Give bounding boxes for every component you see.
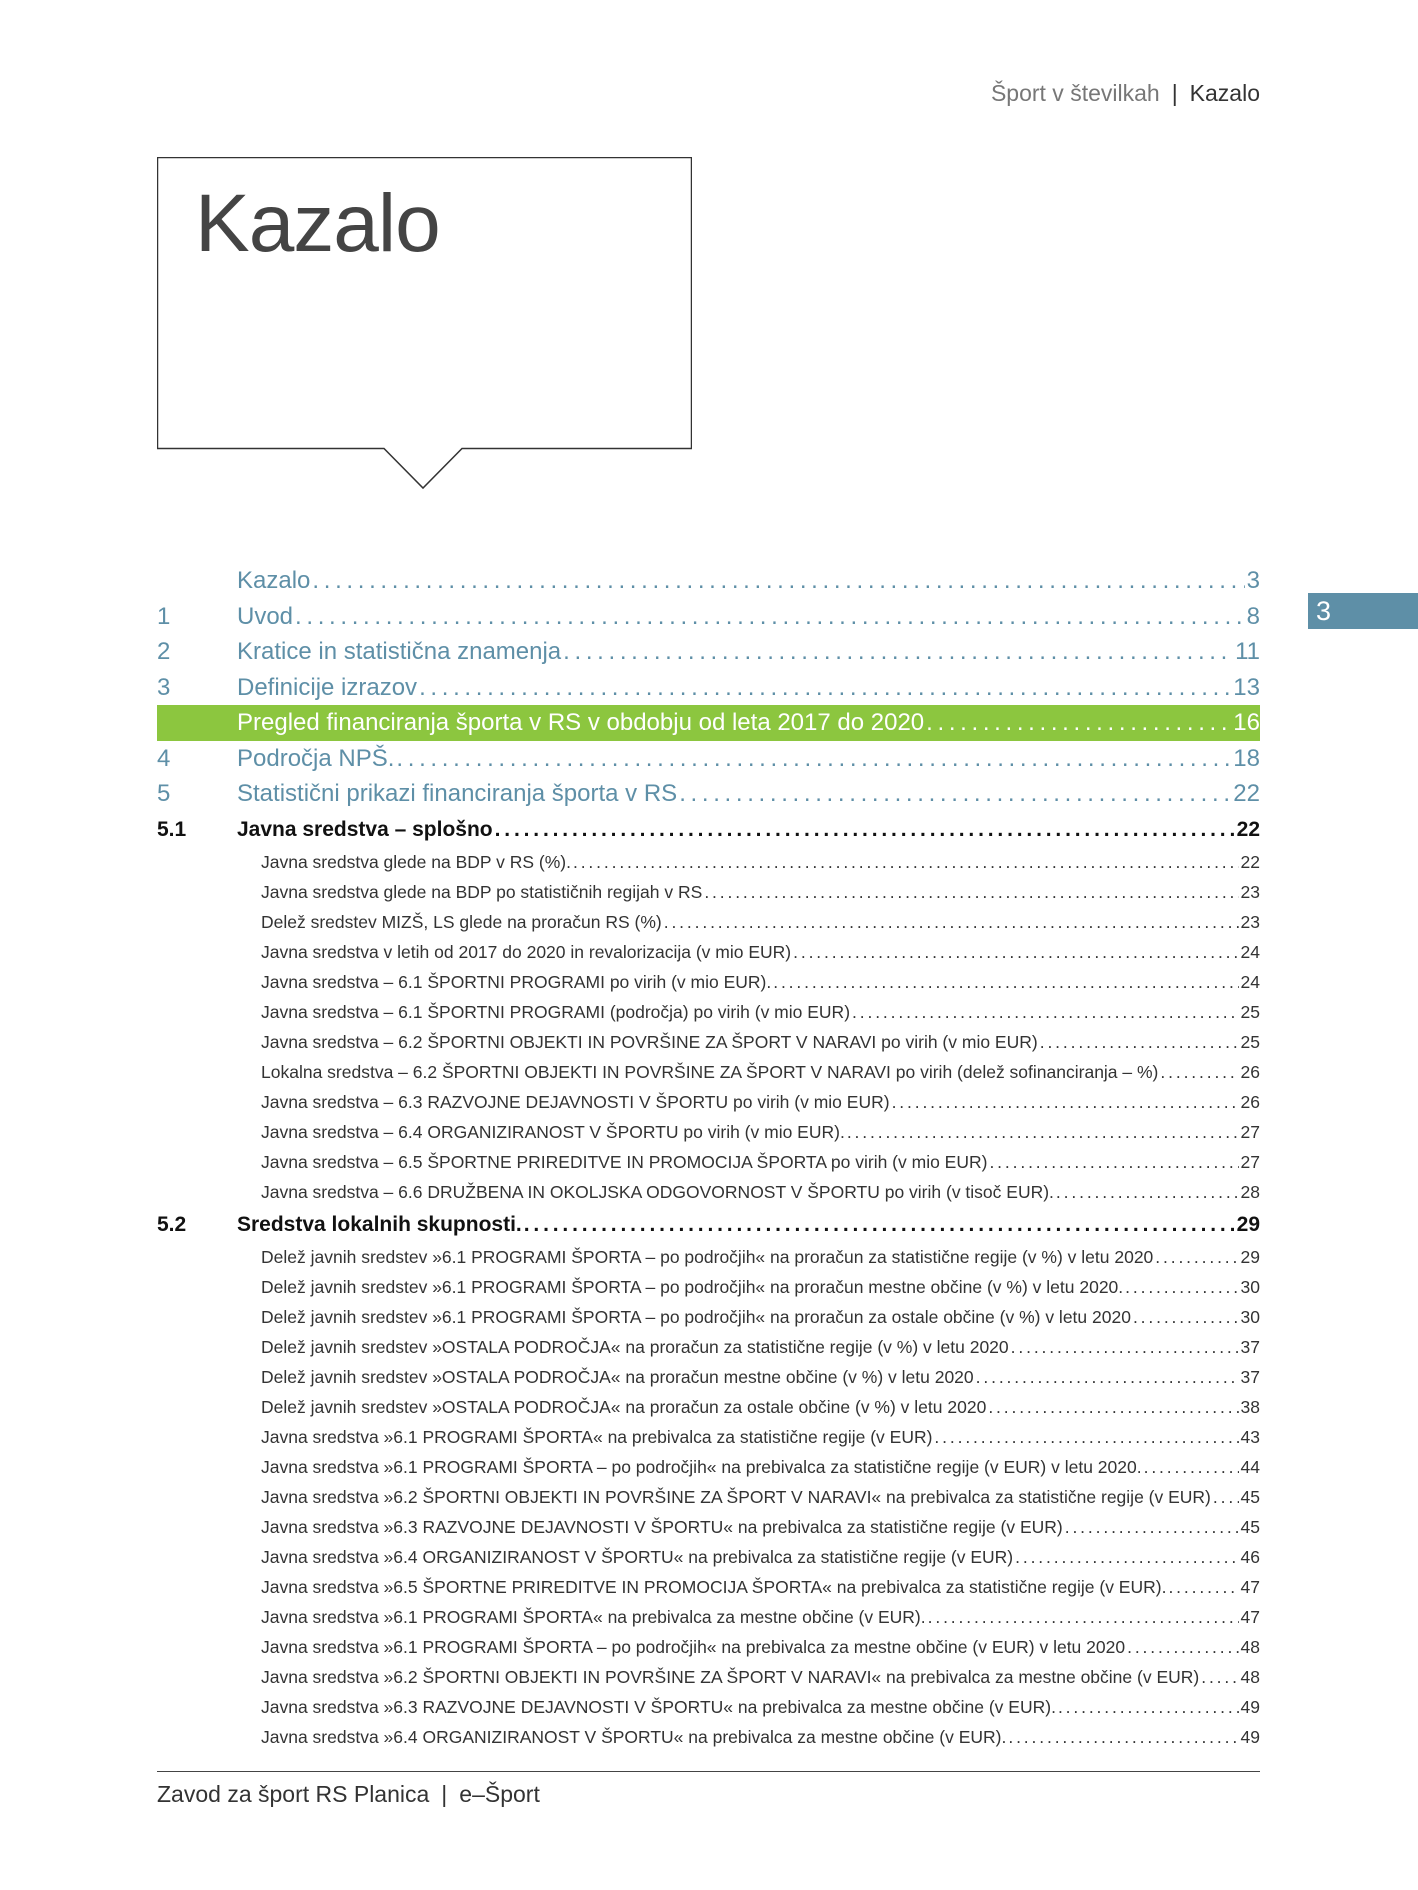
toc-entry-page: 29 (1236, 1212, 1260, 1236)
toc-entry-number: 2 (157, 638, 171, 665)
toc-entry-label: Statistični prikazi financiranja športa v RS (237, 780, 678, 807)
toc-entry-label: Javna sredstva »6.1 PROGRAMI ŠPORTA – po področjih« na prebivalca za mestne občine (v EUR) v letu 2020 (261, 1636, 1126, 1657)
dot-leader (1008, 1722, 1238, 1752)
toc-entry-page: 23 (1240, 911, 1260, 932)
toc-entry-number: 5.2 (157, 1212, 187, 1236)
dot-leader (295, 599, 1245, 635)
dot-leader (524, 1207, 1235, 1242)
toc-entry-label: Javna sredstva – 6.1 ŠPORTNI PROGRAMI (področja) po virih (v mio EUR) (261, 1001, 851, 1022)
dot-leader (495, 812, 1235, 847)
dot-leader (1125, 1272, 1238, 1302)
toc-subentry[interactable] (157, 1572, 1260, 1602)
toc-entry-number: 1 (157, 602, 171, 630)
footer-rule (157, 1771, 1260, 1772)
toc-entry-label: Delež sredstev MIZŠ, LS glede na proračun RS (%) (261, 911, 662, 932)
dot-leader (1201, 1662, 1238, 1692)
toc-subentry[interactable] (157, 1242, 1260, 1272)
section-title: Kazalo (1189, 80, 1260, 106)
dot-leader (573, 847, 1239, 877)
toc-entry-page: 37 (1240, 1336, 1260, 1357)
toc-entry-page: 45 (1240, 1486, 1260, 1507)
toc-entry-page: 26 (1240, 1091, 1260, 1112)
dot-leader (773, 967, 1238, 997)
toc-subentry[interactable] (157, 997, 1260, 1027)
dot-leader (1144, 1452, 1239, 1482)
dot-leader (1133, 1302, 1239, 1332)
dot-leader (1058, 1692, 1239, 1722)
toc-subentry[interactable] (157, 1302, 1260, 1332)
toc-subentry[interactable] (157, 1177, 1260, 1207)
dot-leader (1168, 1572, 1238, 1602)
toc-entry-page: 48 (1240, 1636, 1260, 1657)
toc-subentry[interactable] (157, 1057, 1260, 1087)
toc-subentry[interactable] (157, 1542, 1260, 1572)
toc-entry-label: Uvod (237, 602, 294, 630)
toc-entry-label: Javna sredstva »6.1 PROGRAMI ŠPORTA – po področjih« na prebivalca za statistične regije (v EUR) v letu 2020. (261, 1456, 1142, 1477)
running-header (991, 80, 1260, 107)
toc-chapter-entry[interactable] (157, 563, 1260, 599)
toc-subentry[interactable] (157, 907, 1260, 937)
footer-separator: | (441, 1781, 448, 1807)
toc-entry-label: Delež javnih sredstev »OSTALA PODROČJA« na proračun za statistične regije (v %) v letu 2020 (261, 1336, 1009, 1357)
toc-entry-label: Javna sredstva – 6.3 RAZVOJNE DEJAVNOSTI V ŠPORTU po virih (v mio EUR) (261, 1091, 890, 1112)
toc-entry-label: Delež javnih sredstev »6.1 PROGRAMI ŠPORTA – po področjih« na proračun za ostale občine (v %) v letu 2020 (261, 1306, 1131, 1327)
toc-entry-label: Javna sredstva »6.3 RAZVOJNE DEJAVNOSTI V ŠPORTU« na prebivalca za mestne občine (v EUR). (261, 1696, 1056, 1717)
toc-subentry[interactable] (157, 937, 1260, 967)
toc-entry-label: Področja NPŠ. (237, 744, 395, 772)
toc-entry-page: 46 (1240, 1546, 1260, 1567)
toc-entry-page: 29 (1240, 1246, 1260, 1267)
toc-entry-label: Definicije izrazov (237, 673, 418, 701)
toc-entry-page: 25 (1240, 1031, 1260, 1052)
toc-entry-page: 48 (1240, 1666, 1260, 1687)
toc-entry-label: Javna sredstva – 6.1 ŠPORTNI PROGRAMI po virih (v mio EUR). (261, 971, 772, 992)
toc-entry-page: 24 (1240, 971, 1260, 992)
dot-leader (892, 1087, 1239, 1117)
dot-leader (1213, 1482, 1239, 1512)
dot-leader (312, 563, 1244, 599)
table-of-contents (157, 563, 1260, 1752)
toc-subentry[interactable] (157, 1722, 1260, 1752)
toc-entry-label: Sredstva lokalnih skupnosti. (237, 1212, 522, 1236)
dot-leader (704, 877, 1238, 907)
toc-entry-label: Javna sredstva »6.2 ŠPORTNI OBJEKTI IN POVRŠINE ZA ŠPORT V NARAVI« na prebivalca za mestne občine (v EUR) (261, 1666, 1200, 1687)
toc-entry-page: 27 (1240, 1151, 1260, 1172)
toc-entry-number: 4 (157, 744, 171, 772)
toc-subentry[interactable] (157, 1422, 1260, 1452)
toc-entry-page: 27 (1240, 1121, 1260, 1142)
dot-leader (926, 705, 1231, 741)
toc-subentry[interactable] (157, 1632, 1260, 1662)
dot-leader (679, 776, 1231, 812)
toc-entry-label: Javna sredstva »6.4 ORGANIZIRANOST V ŠPORTU« na prebivalca za mestne občine (v EUR). (261, 1726, 1007, 1747)
toc-chapter-entry[interactable] (157, 776, 1260, 812)
dot-leader (396, 741, 1231, 777)
toc-entry-label: Javna sredstva »6.1 PROGRAMI ŠPORTA« na prebivalca za mestne občine (v EUR). (261, 1606, 926, 1627)
toc-entry-label: Delež javnih sredstev »OSTALA PODROČJA« na proračun za ostale občine (v %) v letu 2020 (261, 1396, 987, 1417)
dot-leader (989, 1147, 1238, 1177)
toc-chapter-entry[interactable] (157, 599, 1260, 635)
dot-leader (1160, 1057, 1238, 1087)
toc-subentry[interactable] (157, 1482, 1260, 1512)
toc-entry-label: Javna sredstva »6.2 ŠPORTNI OBJEKTI IN POVRŠINE ZA ŠPORT V NARAVI« na prebivalca za statistične regije (v EUR) (261, 1486, 1211, 1507)
toc-entry-page: 22 (1233, 780, 1260, 807)
dot-leader (1065, 1512, 1239, 1542)
dot-leader (852, 997, 1239, 1027)
toc-entry-page: 25 (1240, 1001, 1260, 1022)
toc-subentry[interactable] (157, 1602, 1260, 1632)
toc-subentry[interactable] (157, 1512, 1260, 1542)
title-callout-box (157, 157, 692, 447)
dot-leader (1127, 1632, 1238, 1662)
toc-section-5-1 (157, 812, 1260, 1207)
toc-entry-page: 47 (1240, 1576, 1260, 1597)
toc-entry-page: 49 (1240, 1696, 1260, 1717)
toc-entry-label: Javna sredstva – 6.6 DRUŽBENA IN OKOLJSKA ODGOVORNOST V ŠPORTU po virih (v tisoč EUR). (261, 1181, 1054, 1202)
toc-section-heading[interactable] (157, 1207, 1260, 1242)
toc-entry-page: 38 (1240, 1396, 1260, 1417)
toc-subentry[interactable] (157, 1392, 1260, 1422)
toc-entry-label: Kratice in statistična znamenja (237, 638, 562, 665)
toc-chapter-entry[interactable] (157, 705, 1260, 741)
toc-entry-page: 26 (1240, 1061, 1260, 1082)
toc-entry-label: Delež javnih sredstev »6.1 PROGRAMI ŠPORTA – po področjih« na proračun mestne občine (v %) v letu 2020. (261, 1276, 1124, 1297)
toc-entry-page: 37 (1240, 1366, 1260, 1387)
toc-entry-label: Javna sredstva »6.1 PROGRAMI ŠPORTA« na prebivalca za statistične regije (v EUR) (261, 1426, 933, 1447)
dot-leader (793, 937, 1238, 967)
dot-leader (1056, 1177, 1239, 1207)
publication-title: Šport v številkah (990, 80, 1160, 106)
toc-entry-page: 13 (1233, 673, 1260, 701)
toc-subentry[interactable] (157, 1662, 1260, 1692)
toc-chapter-entry[interactable] (157, 634, 1260, 670)
toc-entry-page: 44 (1240, 1456, 1260, 1477)
toc-entry-page: 8 (1246, 602, 1260, 630)
footer-product: e–Šport (459, 1781, 540, 1807)
toc-subentry[interactable] (157, 877, 1260, 907)
toc-subentry[interactable] (157, 1272, 1260, 1302)
toc-entry-page: 47 (1240, 1606, 1260, 1627)
toc-entry-label: Delež javnih sredstev »6.1 PROGRAMI ŠPORTA – po področjih« na proračun za statistične regije (v %) v letu 2020 (261, 1246, 1154, 1267)
toc-entry-page: 43 (1240, 1426, 1260, 1447)
toc-entry-number: 5.1 (157, 817, 187, 841)
toc-entry-label: Javna sredstva v letih od 2017 do 2020 in revalorizacija (v mio EUR) (261, 941, 792, 962)
dot-leader (664, 907, 1239, 937)
toc-subentry[interactable] (157, 1027, 1260, 1057)
toc-entry-label: Javna sredstva »6.5 ŠPORTNE PRIREDITVE IN PROMOCIJA ŠPORTA« na prebivalca za statistične regije (v EUR). (261, 1576, 1167, 1597)
toc-subentry[interactable] (157, 1452, 1260, 1482)
toc-chapter-entry[interactable] (157, 741, 1260, 777)
toc-entry-page: 24 (1240, 941, 1260, 962)
dot-leader (988, 1392, 1238, 1422)
toc-entry-number: 5 (157, 780, 171, 807)
toc-subentry[interactable] (157, 1332, 1260, 1362)
toc-entry-label: Pregled financiranja športa v RS v obdobju od leta 2017 do 2020 (237, 709, 925, 736)
dot-leader (1155, 1242, 1238, 1272)
toc-entry-label: Javna sredstva – 6.5 ŠPORTNE PRIREDITVE IN PROMOCIJA ŠPORTA po virih (v mio EUR) (261, 1151, 988, 1172)
dot-leader (1011, 1332, 1239, 1362)
toc-entry-page: 49 (1240, 1726, 1260, 1747)
toc-subentry[interactable] (157, 1147, 1260, 1177)
toc-entry-page: 18 (1233, 744, 1260, 772)
toc-entry-number: 3 (157, 673, 171, 701)
toc-subentry[interactable] (157, 1362, 1260, 1392)
toc-entry-label: Lokalna sredstva – 6.2 ŠPORTNI OBJEKTI IN POVRŠINE ZA ŠPORT V NARAVI po virih (delež sofinanciranja – %) (261, 1061, 1159, 1082)
toc-entry-page: 22 (1236, 817, 1260, 841)
toc-entry-label: Delež javnih sredstev »OSTALA PODROČJA« na proračun mestne občine (v %) v letu 2020 (261, 1366, 974, 1387)
toc-entry-page: 28 (1240, 1181, 1260, 1202)
toc-chapter-entry[interactable] (157, 670, 1260, 706)
toc-entry-page: 16 (1233, 709, 1260, 736)
toc-entry-page: 23 (1240, 881, 1260, 902)
dot-leader (563, 634, 1233, 670)
toc-entry-page: 30 (1240, 1276, 1260, 1297)
toc-entry-label: Javna sredstva – 6.2 ŠPORTNI OBJEKTI IN POVRŠINE ZA ŠPORT V NARAVI po virih (v mio EUR) (261, 1031, 1038, 1052)
toc-entry-label: Javna sredstva glede na BDP po statističnih regijah v RS (261, 881, 703, 902)
toc-entry-label: Javna sredstva »6.3 RAZVOJNE DEJAVNOSTI V ŠPORTU« na prebivalca za statistične regije (v EUR) (261, 1516, 1063, 1537)
header-separator: | (1171, 80, 1178, 106)
toc-entry-label: Kazalo (237, 567, 311, 594)
dot-leader (1040, 1027, 1239, 1057)
footer-publisher: Zavod za šport RS Planica (157, 1781, 430, 1807)
toc-entry-page: 11 (1235, 638, 1260, 665)
page-title: Kazalo (195, 178, 440, 269)
toc-section-5-2 (157, 1207, 1260, 1752)
toc-section-heading[interactable] (157, 812, 1260, 847)
page-footer (157, 1781, 540, 1808)
toc-entry-page: 45 (1240, 1516, 1260, 1537)
toc-entry-page: 3 (1246, 567, 1260, 594)
dot-leader (419, 670, 1231, 706)
toc-subentry[interactable] (157, 847, 1260, 877)
toc-entry-label: Javna sredstva glede na BDP v RS (%). (261, 851, 571, 872)
dot-leader (1015, 1542, 1238, 1572)
toc-entry-label: Javna sredstva – 6.4 ORGANIZIRANOST V ŠPORTU po virih (v mio EUR). (261, 1121, 845, 1142)
dot-leader (928, 1602, 1239, 1632)
page-number-tab: 3 (1308, 593, 1418, 629)
toc-entry-page: 30 (1240, 1306, 1260, 1327)
dot-leader (934, 1422, 1238, 1452)
toc-entry-label: Javna sredstva »6.4 ORGANIZIRANOST V ŠPORTU« na prebivalca za statistične regije (v EUR) (261, 1546, 1014, 1567)
toc-entry-page: 22 (1240, 851, 1260, 872)
toc-entry-label: Javna sredstva – splošno (237, 817, 493, 841)
toc-subentry[interactable] (157, 1087, 1260, 1117)
toc-chapters (157, 563, 1260, 812)
toc-subentry[interactable] (157, 967, 1260, 997)
toc-subentry[interactable] (157, 1692, 1260, 1722)
dot-leader (847, 1117, 1239, 1147)
dot-leader (976, 1362, 1239, 1392)
toc-subentry[interactable] (157, 1117, 1260, 1147)
